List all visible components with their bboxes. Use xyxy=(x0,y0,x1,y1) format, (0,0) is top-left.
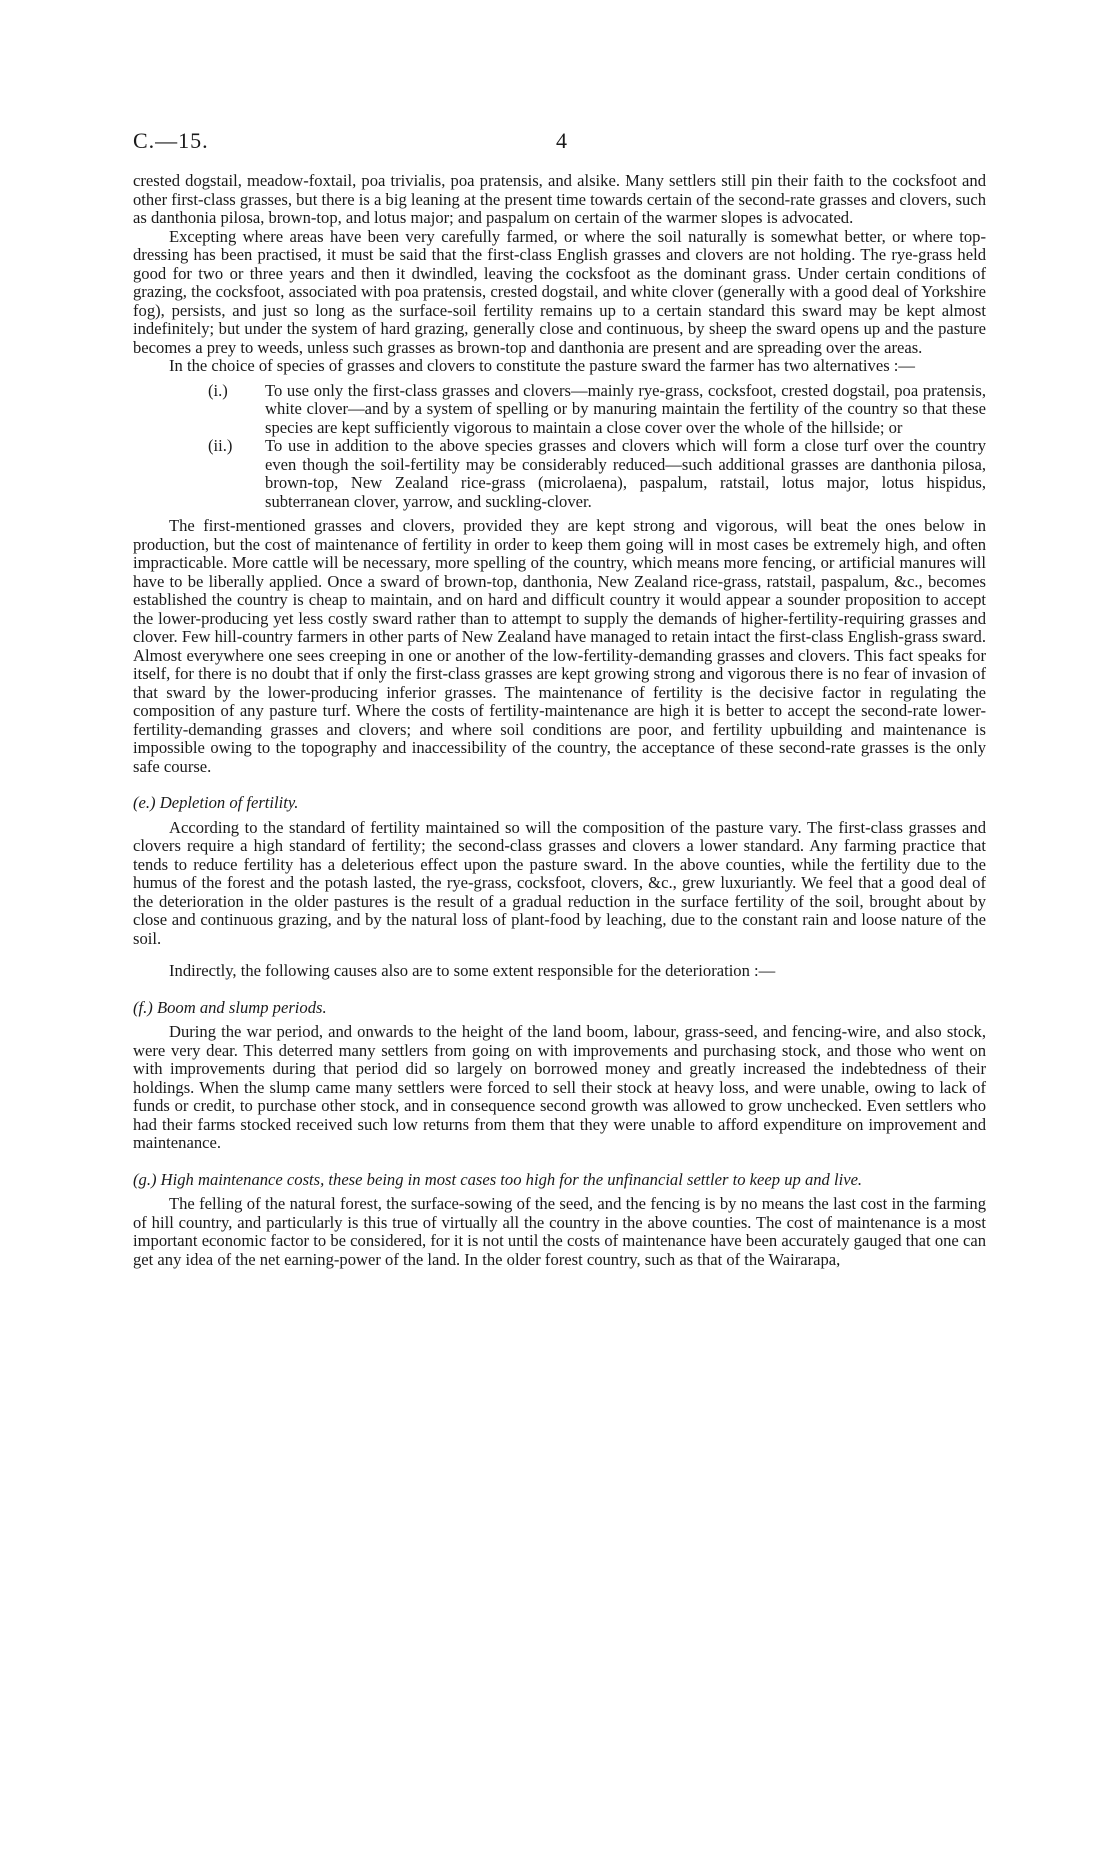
document-reference: C.—15. xyxy=(133,128,209,153)
paragraph-alternatives-intro: In the choice of species of grasses and clovers to constitute the pasture sward the farmer has two alternatives :— xyxy=(169,356,916,375)
paragraph-indirectly: Indirectly, the following causes also are to some extent responsible for the deterioration :— xyxy=(169,961,776,980)
page-header xyxy=(133,128,986,162)
paragraph-boom-slump: During the war period, and onwards to the height of the land boom, labour, grass-seed, and fencing-wire, and also stock, were very dear. This deterred many settlers from going on with improvements and purchasing stock, and those who went on with improvements during that period did so largely on borrowed money and greatly increased the indebtedness of their holdings. When the slump came many settlers were forced to sell their stock at heavy loss, and were unable, owing to lack of funds or credit, to purchase other stock, and in consequence second growth was allowed to grow unchecked. Even settlers who had their farms stocked received such low returns from them that they were unable to afford expenditure on improvement and maintenance. xyxy=(133,1022,986,1152)
paragraph-depletion: According to the standard of fertility maintained so will the composition of the pasture vary. The first-class grasses and clovers require a high standard of fertility; the second-class grasses and clovers a lower standard. Any farming practice that tends to reduce fertility has a deleterious effect upon the pasture sward. In the above counties, while the fertility due to the humus of the forest and the potash lasted, the rye-grass, cocksfoot, clovers, &c., grew luxuriantly. We feel that a good deal of the deterioration in the older pastures is the result of a gradual reduction in the surface fertility of the soil, brought about by close and continuous grazing, and by the natural loss of plant-food by leaching, due to the constant rain and loose nature of the soil. xyxy=(133,817,986,948)
section-title: Depletion of fertility. xyxy=(159,793,299,812)
section-heading-f xyxy=(133,999,986,1018)
section-heading-e xyxy=(133,794,986,813)
list-number: (ii.) xyxy=(208,436,233,455)
list-number: (i.) xyxy=(208,380,228,400)
paragraph-continued: crested dogstail, meadow-foxtail, poa trivialis, poa pratensis, and alsike. Many settlers still pin their faith to the cocksfoot and other first-class grasses, but there is a big leaning at the present time towards certain of the second-rate grasses and clovers, such as danthonia pilosa, brown-top, and lotus major; and paspalum on certain of the warmer slopes is advocated. xyxy=(133,171,986,227)
section-heading-g xyxy=(133,1171,986,1190)
list-item-i xyxy=(133,382,986,438)
list-item-text: To use only the first-class grasses and clovers—mainly rye-grass, cocksfoot, crested dogstail, poa pratensis, white clover—and by a system of spelling or by manuring maintain the fertility of the country so that these species are kept sufficiently vigorous to maintain a close cover over the whole of the hillside; or xyxy=(265,380,986,437)
section-label: (f.) xyxy=(133,997,153,1017)
body-text xyxy=(133,172,986,1269)
section-title: Boom and slump periods. xyxy=(156,997,327,1017)
section-title: High maintenance costs, these being in most cases too high for the unfinancial settler to keep up and live. xyxy=(160,1169,863,1189)
paragraph-maintenance-costs: The felling of the natural forest, the surface-sowing of the seed, and the fencing is by no means the last cost in the farming of hill country, and particularly is this true of virtually all the country in the above counties. The cost of maintenance is a most important economic factor to be considered, for it is not until the costs of maintenance have been accurately gauged that one can get any idea of the net earning-power of the land. In the older forest country, such as that of the Wairarapa, xyxy=(133,1194,986,1269)
section-label: (e.) xyxy=(133,793,156,812)
section-label: (g.) xyxy=(133,1169,157,1189)
paragraph-first-mentioned: The first-mentioned grasses and clovers, provided they are kept strong and vigorous, will beat the ones below in production, but the cost of maintenance of fertility in order to keep them going will in most cases be extremely high, and often impracticable. More cattle will be necessary, more spelling of the country, which means more fencing, or artificial manures will have to be liberally applied. Once a sward of brown-top, danthonia, New Zealand rice-grass, ratstail, paspalum, &c., becomes established the country is cheap to maintain, and on hard and difficult country it would appear a sounder proposition to accept the lower-producing yet less costly sward rather than to attempt to supply the demands of higher-fertility-requiring grasses and clover. Few hill-country farmers in other parts of New Zealand have managed to retain intact the first-class English-grass sward. Almost everywhere one sees creeping in one or another of the low-fertility-demanding grasses and clovers. This fact speaks for itself, for there is no doubt that if only the first-class grasses are kept growing strong and vigorous there is no fear of invasion of that sward by the lower-producing inferior grasses. The maintenance of fertility is the decisive factor in regulating the composition of any pasture turf. Where the costs of fertility-maintenance are high it is better to accept the second-rate lower-fertility-demanding grasses and clovers; and where soil conditions are poor, and fertility upbuilding and maintenance is impossible owing to the topography and inaccessibility of the country, the acceptance of these second-rate grasses is the only safe course. xyxy=(133,516,986,776)
list-item-text: To use in addition to the above species grasses and clovers which will form a close turf over the country even though the soil-fertility may be considerably reduced—such additional grasses are danthonia pilosa, brown-top, New Zealand rice-grass (microlaena), paspalum, ratstail, lotus major, lotus hispidus, subterranean clover, yarrow, and suckling-clover. xyxy=(265,436,986,511)
list-item-ii xyxy=(133,437,986,511)
page-number: 4 xyxy=(556,128,567,153)
paragraph-excepting: Excepting where areas have been very carefully farmed, or where the soil naturally is somewhat better, or where top-dressing has been practised, it must be said that the first-class English grasses and clovers are not holding. The rye-grass held good for two or three years and then it dwindled, leaving the cocksfoot as the dominant grass. Under certain conditions of grazing, the cocksfoot, associated with poa pratensis, crested dogstail, and white clover (generally with a good deal of Yorkshire fog), persists, and just so long as the surface-soil fertility remains up to a certain standard this sward may be kept almost indefinitely; but under the system of hard grazing, generally close and continuous, by sheep the sward opens up and the pasture becomes a prey to weeds, unless such grasses as brown-top and danthonia are present and are spreading over the areas. xyxy=(133,226,986,357)
